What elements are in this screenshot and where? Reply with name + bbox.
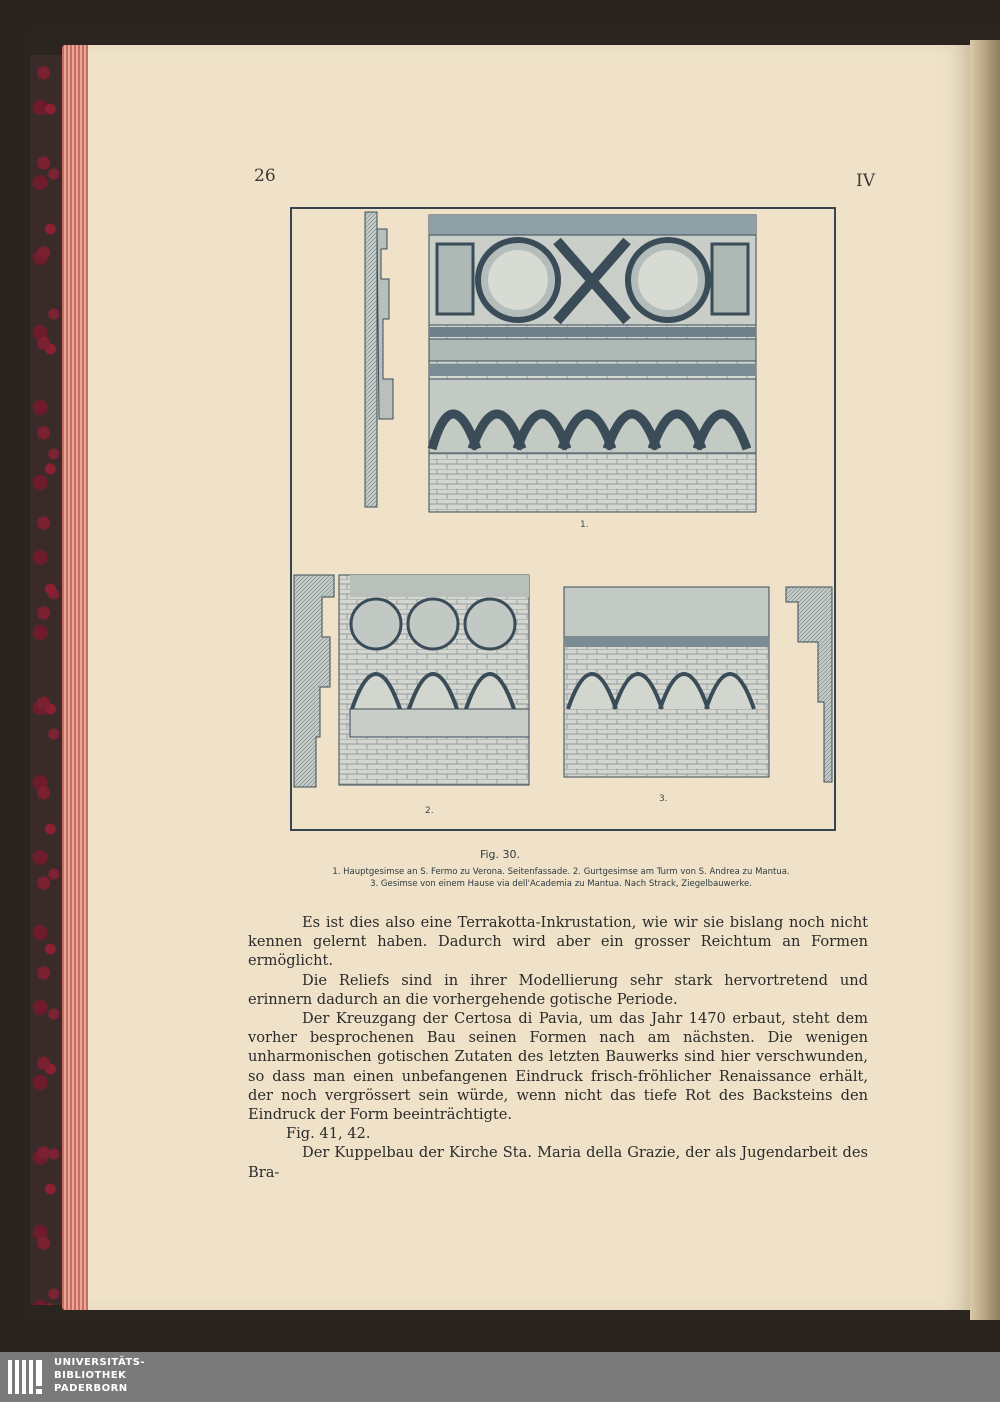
panel1-profile <box>365 212 393 507</box>
panel3-profile <box>786 587 832 782</box>
panel3-label: 3. <box>659 794 668 804</box>
library-name <box>54 1356 145 1395</box>
figure-plate <box>290 207 836 831</box>
page-edges <box>62 45 90 1310</box>
figure-engraving <box>292 209 834 829</box>
panel1-label: 1. <box>580 520 589 530</box>
figure-title: Fig. 30. <box>479 848 521 861</box>
panel1-cornice <box>429 215 756 512</box>
section-mark: IV <box>856 171 875 191</box>
paragraph: Es ist dies also eine Terrakotta-Inkrustation, wie wir sie bislang noch nicht kennen gelernt haben. Dadurch wird aber ein grosser Reichtum an Formen ermöglicht. <box>248 914 868 970</box>
library-name-line1: UNIVERSITÄTS- <box>54 1357 146 1368</box>
page-number: 26 <box>254 166 276 186</box>
body-text <box>248 913 868 1182</box>
figure-reference: Fig. 41, 42. <box>286 1125 371 1143</box>
library-name-line3: PADERBORN <box>54 1383 128 1394</box>
panel3-cornice <box>564 587 769 777</box>
figure-caption-line1: 1. Hauptgesimse an S. Fermo zu Verona. Seitenfassade. 2. Gurtgesimse am Turm von S. Andrea zu Mantua. <box>332 867 790 877</box>
paragraph: Der Kreuzgang der Certosa di Pavia, um das Jahr 1470 erbaut, steht dem vorher besprochenen Bau seinen Formen nach am nächsten. Die wenigen unharmonischen gotischen Zutaten des letzten Bauwerks sind hier verschwunden, so dass man einen unbefangenen Eindruck frisch-fröhlicher Renaissance erhält, der noch vergrössert sein würde, wenn nicht das tiefe Rot des Backsteins den Eindruck der Form beeinträchtigte. <box>248 1010 868 1124</box>
paragraph: Der Kuppelbau der Kirche Sta. Maria della Grazie, der als Jugendarbeit des Bra- <box>248 1144 868 1181</box>
library-footer <box>0 1352 1000 1402</box>
panel2-cornice <box>339 575 529 785</box>
library-name-line2: BIBLIOTHEK <box>54 1370 127 1381</box>
facing-page-edge <box>970 40 1000 1320</box>
marbled-edge <box>30 55 64 1305</box>
panel2-label: 2. <box>425 806 434 816</box>
panel2-profile <box>294 575 334 787</box>
figure-caption-line2: 3. Gesimse von einem Hause via dell'Academia zu Mantua. Nach Strack, Ziegelbauwerke. <box>370 879 752 889</box>
paragraph: Die Reliefs sind in ihrer Modellierung sehr stark hervortretend und erinnern dadurch an die vorhergehende gotische Periode. <box>248 971 868 1008</box>
library-logo-icon <box>8 1356 48 1398</box>
